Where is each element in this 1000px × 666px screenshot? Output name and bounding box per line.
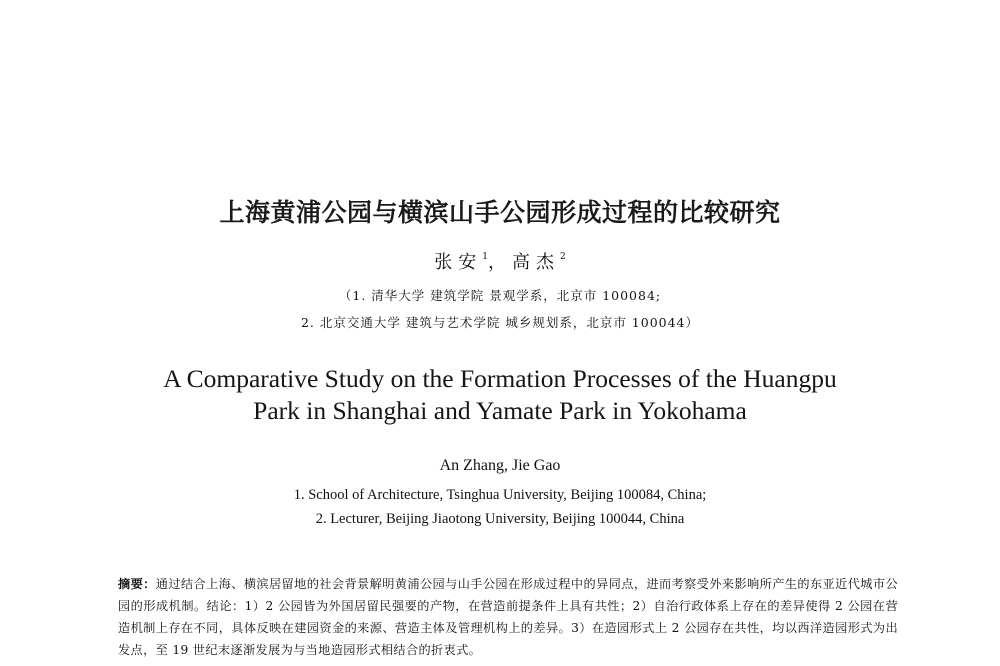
author-separator: ， [488,252,512,273]
affiliation-chinese-2: 2. 北京交通大学 建筑与艺术学院 城乡规划系，北京市 100044） [300,315,700,330]
paper-title-chinese: 上海黄浦公园与横滨山手公园形成过程的比较研究 [219,198,781,227]
affiliation-chinese-1: （1. 清华大学 建筑学院 景观学系，北京市 100084; [338,288,662,303]
author-1-affiliation-mark: 1 [482,252,488,262]
abstract-text: 通过结合上海、横滨居留地的社会背景解明黄浦公园与山手公园在形成过程中的异同点，进而考察受外来影响所产生的东亚近代城市公园的形成机制。结论：1）2 公园皆为外国居留民强要的产物，在营造前提条件上具有共性；2）自治行政体系上存在的差异使得 2 公园在营造机制上存在不同，具体反映在建园资金的来源、营造主体及管理机构上的差异。3）在造园形式上 2 公园存在共性，均以西洋造园形式为出发点，至 19 世纪末逐渐发展为与当地造园形式相结合的折衷式。 [118,577,898,657]
affiliation-english-1: 1. School of Architecture, Tsinghua University, Beijing 100084, China; [293,487,707,503]
authors-chinese [0,248,1000,274]
abstract-paragraph [118,573,898,661]
author-1-name: 张安 [434,252,483,273]
author-2-name: 高杰 [512,252,560,273]
authors-english: An Zhang, Jie Gao [439,457,561,474]
affiliation-english-2: 2. Lecturer, Beijing Jiaotong University, Beijing 100044, China [315,511,685,527]
author-2-affiliation-mark: 2 [560,252,566,262]
abstract-label: 摘要： [118,577,156,591]
paper-title-english-line-1: A Comparative Study on the Formation Processes of the Huangpu [163,364,837,393]
paper-title-english-line-2: Park in Shanghai and Yamate Park in Yokohama [253,396,747,425]
